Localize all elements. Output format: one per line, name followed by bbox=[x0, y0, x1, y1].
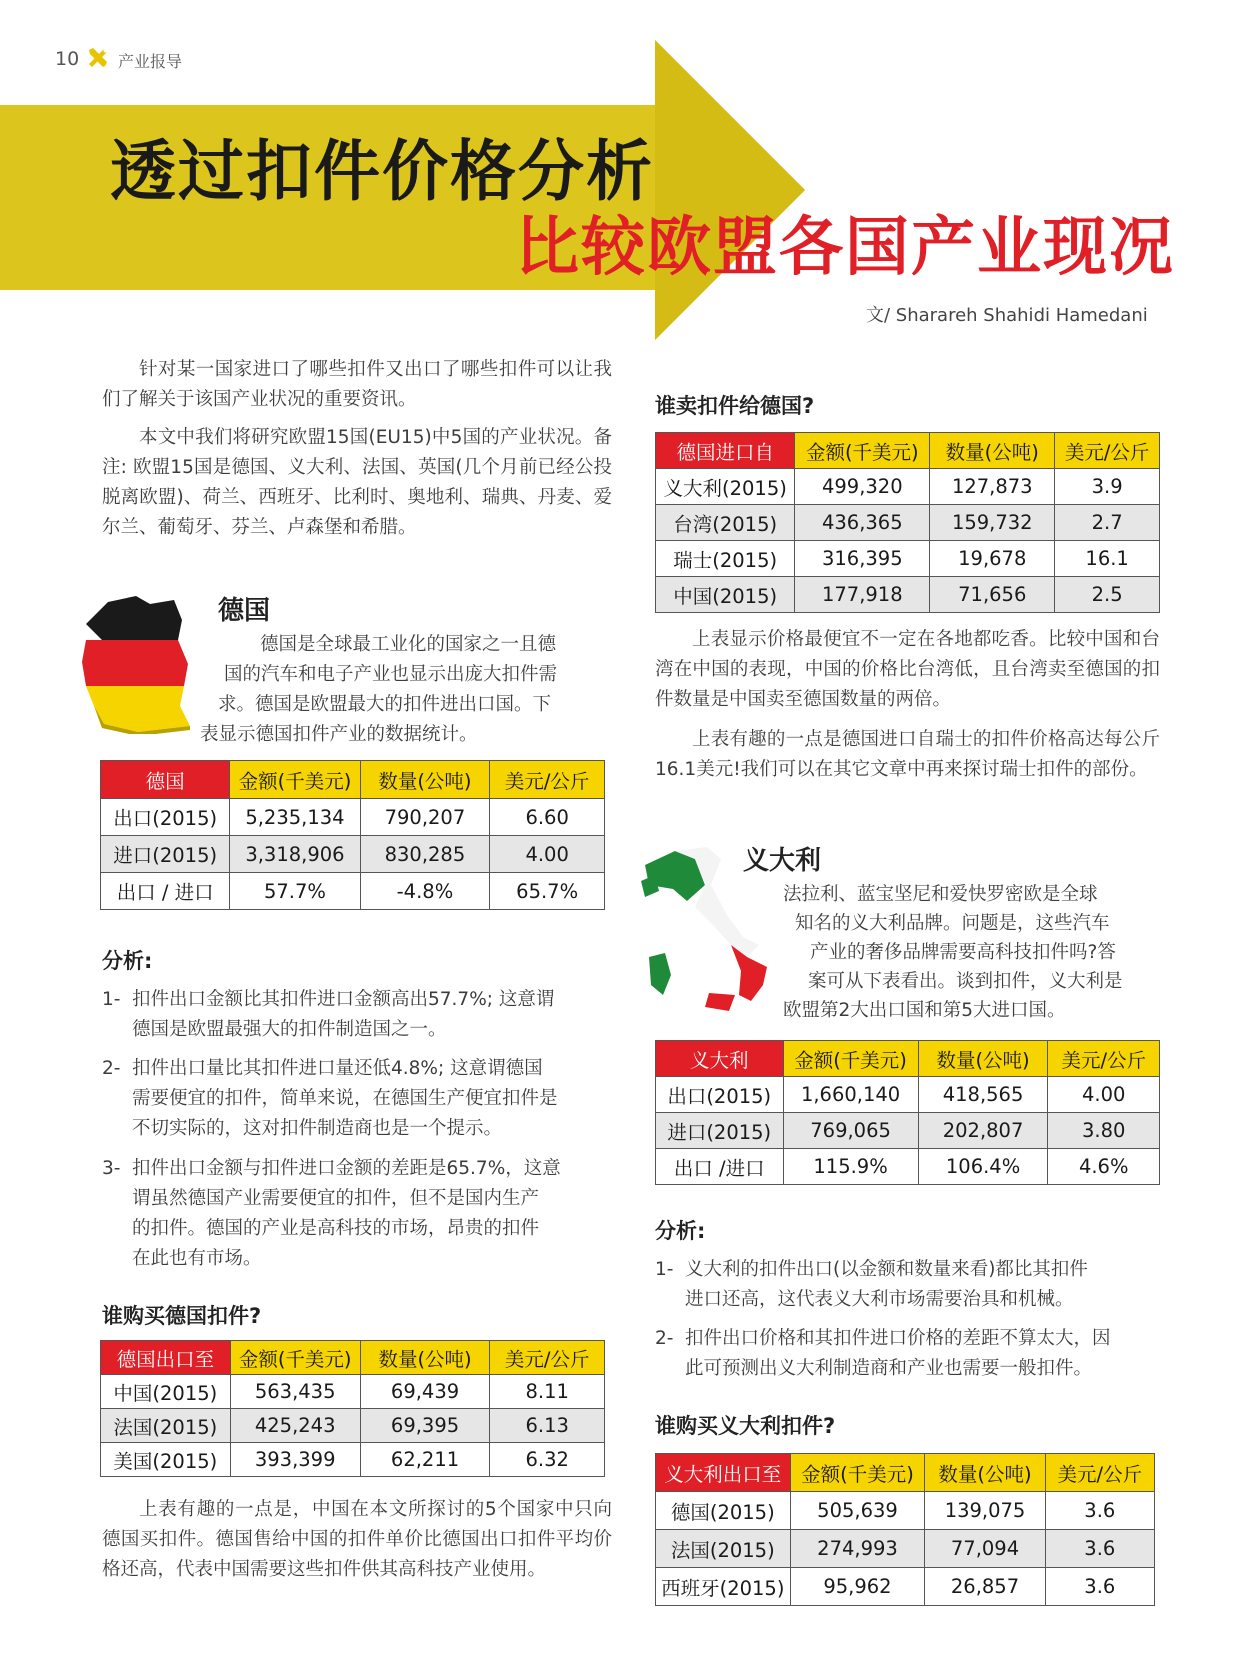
table-cell: 出口 / 进口 bbox=[101, 873, 230, 910]
table-header: 金额(千美元) bbox=[783, 1041, 918, 1077]
table-cell: 16.1 bbox=[1055, 541, 1160, 577]
table-header: 美元/公斤 bbox=[1055, 433, 1160, 469]
table-header: 金额(千美元) bbox=[230, 1341, 360, 1375]
table-cell: 3.6 bbox=[1045, 1530, 1154, 1568]
tools-icon bbox=[86, 46, 110, 70]
table-row bbox=[101, 1375, 605, 1409]
analysis-item: 3- 扣件出口金额与扣件进口金额的差距是65.7%，这意 谓虽然德国产业需要便宜的扣件，但不是国内生产 的扣件。德国的产业是高科技的市场，昂贵的扣件 在此也有市场。 bbox=[102, 1158, 561, 1269]
byline: 文/ Sharareh Shahidi Hamedani bbox=[866, 305, 1148, 326]
table-row bbox=[656, 1149, 1160, 1185]
italy-intro-line: 案可从下表看出。谈到扣件，义大利是 bbox=[808, 971, 1123, 992]
table-cell: 499,320 bbox=[795, 469, 930, 505]
table-cell: 法国(2015) bbox=[101, 1409, 231, 1443]
table-header: 义大利出口至 bbox=[656, 1454, 791, 1492]
table-cell: 1,660,140 bbox=[783, 1077, 918, 1113]
table-cell: 790,207 bbox=[360, 799, 490, 836]
section-label: 产业报导 bbox=[118, 52, 183, 71]
germany-buyers-table bbox=[100, 1340, 605, 1477]
table-cell: 3.6 bbox=[1045, 1568, 1154, 1606]
table-cell: 563,435 bbox=[230, 1375, 360, 1409]
table-cell: 436,365 bbox=[795, 505, 930, 541]
table-cell: 出口(2015) bbox=[656, 1077, 784, 1113]
table-header: 美元/公斤 bbox=[1045, 1454, 1154, 1492]
germany-intro-line: 求。德国是欧盟最大的扣件进出口国。下 bbox=[218, 694, 552, 715]
table-row bbox=[656, 577, 1160, 613]
table-cell: 3.9 bbox=[1055, 469, 1160, 505]
table-cell: 115.9% bbox=[783, 1149, 918, 1185]
italy-trade-table bbox=[655, 1040, 1160, 1185]
table-cell: 769,065 bbox=[783, 1113, 918, 1149]
table-cell: 69,395 bbox=[360, 1409, 490, 1443]
germany-analysis-heading: 分析: bbox=[102, 949, 153, 973]
table-cell: 3.80 bbox=[1048, 1113, 1160, 1149]
table-header: 数量(公吨) bbox=[918, 1041, 1048, 1077]
germany-heading: 德国 bbox=[218, 596, 271, 626]
table-row bbox=[101, 1409, 605, 1443]
table-row bbox=[656, 1077, 1160, 1113]
table-cell: 830,285 bbox=[360, 836, 490, 873]
page-number: 10 bbox=[55, 48, 80, 70]
table-header: 德国进口自 bbox=[656, 433, 795, 469]
table-header: 义大利 bbox=[656, 1041, 784, 1077]
table-row bbox=[656, 505, 1160, 541]
italy-intro-line: 欧盟第2大出口国和第5大进口国。 bbox=[783, 1000, 1066, 1021]
table-cell: 71,656 bbox=[930, 577, 1055, 613]
table-cell: 3,318,906 bbox=[230, 836, 360, 873]
germany-sellers-table bbox=[655, 432, 1160, 613]
table-cell: 5,235,134 bbox=[230, 799, 360, 836]
table-header: 金额(千美元) bbox=[795, 433, 930, 469]
sellers-heading: 谁卖扣件给德国? bbox=[655, 394, 815, 418]
table-header: 美元/公斤 bbox=[1048, 1041, 1160, 1077]
table-header: 金额(千美元) bbox=[790, 1454, 925, 1492]
table-row bbox=[101, 836, 605, 873]
table-cell: 177,918 bbox=[795, 577, 930, 613]
germany-intro-line: 国的汽车和电子产业也显示出庞大扣件需 bbox=[224, 664, 558, 685]
analysis-item: 1- 义大利的扣件出口(以金额和数量来看)都比其扣件 进口还高，这代表义大利市场需要治具和机械。 bbox=[655, 1259, 1088, 1310]
table-row bbox=[101, 799, 605, 836]
table-cell: 2.7 bbox=[1055, 505, 1160, 541]
italy-intro-line: 产业的奢侈品牌需要高科技扣件吗?答 bbox=[810, 942, 1116, 963]
table-row bbox=[656, 1530, 1155, 1568]
italy-intro-line: 知名的义大利品牌。问题是，这些汽车 bbox=[795, 913, 1110, 934]
germany-intro-line: 德国是全球最工业化的国家之一且德 bbox=[260, 634, 557, 655]
table-cell: 274,993 bbox=[790, 1530, 925, 1568]
intro-paragraph-2: 本文中我们将研究欧盟15国(EU15)中5国的产业状况。备注: 欧盟15国是德国、义大利、法国、英国(几个月前已经公投脱离欧盟)、荷兰、西班牙、比利时、奥地利、瑞典、丹麦、爱尔兰、葡萄牙、芬兰、卢森堡和希腊。 bbox=[102, 427, 612, 538]
table-cell: 418,565 bbox=[918, 1077, 1048, 1113]
analysis-item: 2- 扣件出口量比其扣件进口量还低4.8%; 这意谓德国 需要便宜的扣件，简单来说，在德国生产便宜扣件是 不切实际的，这对扣件制造商也是一个提示。 bbox=[102, 1058, 558, 1139]
table-row bbox=[101, 1443, 605, 1477]
table-cell: 26,857 bbox=[925, 1568, 1045, 1606]
table-cell: 6.60 bbox=[490, 799, 605, 836]
intro-paragraph-1: 针对某一国家进口了哪些扣件又出口了哪些扣件可以让我们了解关于该国产业状况的重要资讯。 bbox=[102, 359, 612, 410]
table-cell: 4.6% bbox=[1048, 1149, 1160, 1185]
table-cell: 69,439 bbox=[360, 1375, 490, 1409]
table-header: 数量(公吨) bbox=[360, 1341, 490, 1375]
sellers-note-1: 上表显示价格最便宜不一定在各地都吃香。比较中国和台湾在中国的表现，中国的价格比台湾低，且台湾卖至德国的扣件数量是中国卖至德国数量的两倍。 bbox=[655, 629, 1160, 710]
table-cell: 4.00 bbox=[490, 836, 605, 873]
table-cell: 2.5 bbox=[1055, 577, 1160, 613]
table-cell: -4.8% bbox=[360, 873, 490, 910]
table-cell: 6.32 bbox=[490, 1443, 605, 1477]
germany-buyers-note: 上表有趣的一点是，中国在本文所探讨的5个国家中只向德国买扣件。德国售给中国的扣件单价比德国出口扣件平均价格还高，代表中国需要这些扣件供其高科技产业使用。 bbox=[102, 1499, 612, 1580]
table-header: 德国出口至 bbox=[101, 1341, 231, 1375]
sellers-note-2: 上表有趣的一点是德国进口自瑞士的扣件价格高达每公斤16.1美元!我们可以在其它文章中再来探讨瑞士扣件的部份。 bbox=[655, 729, 1160, 780]
table-cell: 316,395 bbox=[795, 541, 930, 577]
italy-heading: 义大利 bbox=[743, 846, 822, 876]
table-cell: 德国(2015) bbox=[656, 1492, 791, 1530]
table-cell: 159,732 bbox=[930, 505, 1055, 541]
table-header: 数量(公吨) bbox=[925, 1454, 1045, 1492]
table-cell: 瑞士(2015) bbox=[656, 541, 795, 577]
germany-intro-line: 表显示德国扣件产业的数据统计。 bbox=[200, 724, 478, 745]
table-cell: 4.00 bbox=[1048, 1077, 1160, 1113]
table-cell: 3.6 bbox=[1045, 1492, 1154, 1530]
analysis-item: 1- 扣件出口金额比其扣件进口金额高出57.7%; 这意谓 德国是欧盟最强大的扣件制造国之一。 bbox=[102, 989, 555, 1040]
table-cell: 393,399 bbox=[230, 1443, 360, 1477]
table-header: 德国 bbox=[101, 761, 230, 799]
germany-buyers-heading: 谁购买德国扣件? bbox=[102, 1304, 262, 1328]
table-cell: 中国(2015) bbox=[656, 577, 795, 613]
table-cell: 美国(2015) bbox=[101, 1443, 231, 1477]
germany-flag-map bbox=[78, 594, 198, 734]
table-cell: 西班牙(2015) bbox=[656, 1568, 791, 1606]
title-line-2: 比较欧盟各国产业现况 bbox=[515, 210, 1175, 285]
germany-trade-table bbox=[100, 760, 605, 910]
table-header: 数量(公吨) bbox=[930, 433, 1055, 469]
table-cell: 进口(2015) bbox=[656, 1113, 784, 1149]
table-row bbox=[656, 1113, 1160, 1149]
table-cell: 出口 /进口 bbox=[656, 1149, 784, 1185]
analysis-item: 2- 扣件出口价格和其扣件进口价格的差距不算太大，因 此可预测出义大利制造商和产业也需要一般扣件。 bbox=[655, 1328, 1111, 1379]
table-cell: 法国(2015) bbox=[656, 1530, 791, 1568]
table-cell: 出口(2015) bbox=[101, 799, 230, 836]
italy-buyers-table bbox=[655, 1453, 1155, 1606]
table-cell: 8.11 bbox=[490, 1375, 605, 1409]
table-cell: 进口(2015) bbox=[101, 836, 230, 873]
table-cell: 505,639 bbox=[790, 1492, 925, 1530]
table-cell: 106.4% bbox=[918, 1149, 1048, 1185]
table-header: 美元/公斤 bbox=[490, 1341, 605, 1375]
table-cell: 95,962 bbox=[790, 1568, 925, 1606]
table-header: 数量(公吨) bbox=[360, 761, 490, 799]
italy-buyers-heading: 谁购买义大利扣件? bbox=[655, 1414, 836, 1438]
table-cell: 57.7% bbox=[230, 873, 360, 910]
table-cell: 中国(2015) bbox=[101, 1375, 231, 1409]
table-cell: 77,094 bbox=[925, 1530, 1045, 1568]
italy-analysis-heading: 分析: bbox=[655, 1219, 706, 1243]
table-header: 美元/公斤 bbox=[490, 761, 605, 799]
title-line-1: 透过扣件价格分析 bbox=[110, 132, 654, 210]
table-cell: 台湾(2015) bbox=[656, 505, 795, 541]
table-row bbox=[656, 541, 1160, 577]
table-cell: 65.7% bbox=[490, 873, 605, 910]
table-header: 金额(千美元) bbox=[230, 761, 360, 799]
table-cell: 202,807 bbox=[918, 1113, 1048, 1149]
table-cell: 127,873 bbox=[930, 469, 1055, 505]
table-row bbox=[656, 1492, 1155, 1530]
table-row bbox=[101, 873, 605, 910]
table-cell: 义大利(2015) bbox=[656, 469, 795, 505]
table-cell: 139,075 bbox=[925, 1492, 1045, 1530]
table-row bbox=[656, 1568, 1155, 1606]
italy-intro-line: 法拉利、蓝宝坚尼和爱快罗密欧是全球 bbox=[783, 884, 1098, 905]
table-row bbox=[656, 469, 1160, 505]
table-cell: 425,243 bbox=[230, 1409, 360, 1443]
table-cell: 62,211 bbox=[360, 1443, 490, 1477]
table-cell: 6.13 bbox=[490, 1409, 605, 1443]
table-cell: 19,678 bbox=[930, 541, 1055, 577]
